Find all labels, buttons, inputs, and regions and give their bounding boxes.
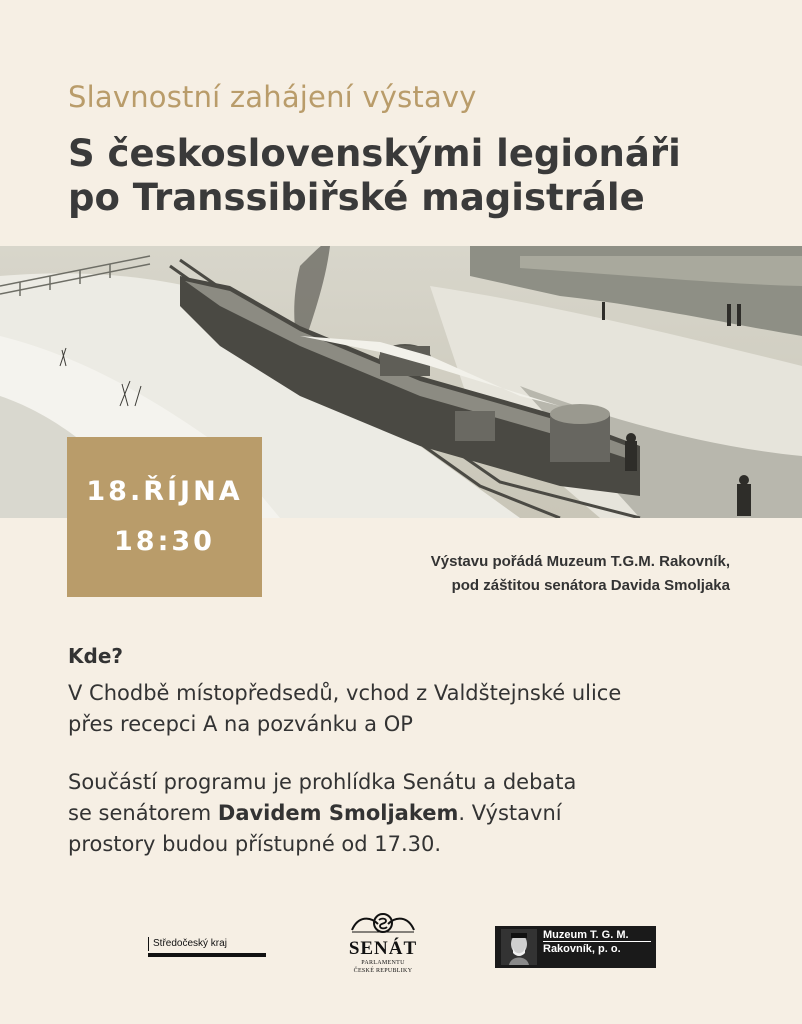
kraj-bar [148, 953, 266, 957]
event-date: 18.ŘÍJNA [86, 476, 243, 507]
organizer-line-2: pod záštitou senátora Davida Smoljaka [451, 577, 730, 594]
tgm-portrait-icon [501, 929, 537, 965]
program-line-1: Součástí programu je prohlídka Senátu a debata [68, 770, 577, 794]
event-title [68, 132, 768, 220]
program-line-2-post: . Výstavní [458, 801, 562, 825]
organizer-note [431, 550, 730, 598]
location-heading: Kde? [68, 644, 123, 668]
date-time-box [67, 437, 262, 597]
location-text [68, 678, 621, 740]
senat-name: SENÁT [348, 938, 418, 959]
organizer-line-1: Výstavu pořádá Muzeum T.G.M. Rakovník, [430, 553, 730, 570]
stredocesky-kraj-logo [148, 937, 266, 957]
muzeum-line-2: Rakovník, p. o. [543, 943, 621, 955]
title-line-1: S československými legionáři [68, 132, 681, 175]
senator-name: Davidem Smoljakem [217, 801, 459, 825]
event-time: 18:30 [114, 526, 215, 557]
senat-emblem-icon [348, 912, 418, 934]
muzeum-line-1: Muzeum T. G. M. [543, 929, 629, 941]
program-text [68, 767, 576, 860]
senat-sub-1: PARLAMENTU [361, 960, 405, 966]
title-line-2: po Transsibiřské magistrále [68, 176, 645, 219]
senat-logo [338, 912, 428, 975]
event-subtitle: Slavnostní zahájení výstavy [68, 80, 477, 114]
kraj-label: Středočeský kraj [148, 937, 231, 951]
senat-sub-2: ČESKÉ REPUBLIKY [353, 968, 413, 974]
muzeum-divider [543, 941, 651, 942]
program-line-2 [68, 798, 576, 829]
location-line-2: přes recepci A na pozvánku a OP [68, 712, 413, 736]
muzeum-logo [495, 926, 656, 968]
program-line-2-pre: se senátorem [68, 801, 218, 825]
program-line-3: prostory budou přístupné od 17.30. [68, 832, 442, 856]
location-line-1: V Chodbě místopředsedů, vchod z Valdštejnské ulice [68, 681, 622, 705]
